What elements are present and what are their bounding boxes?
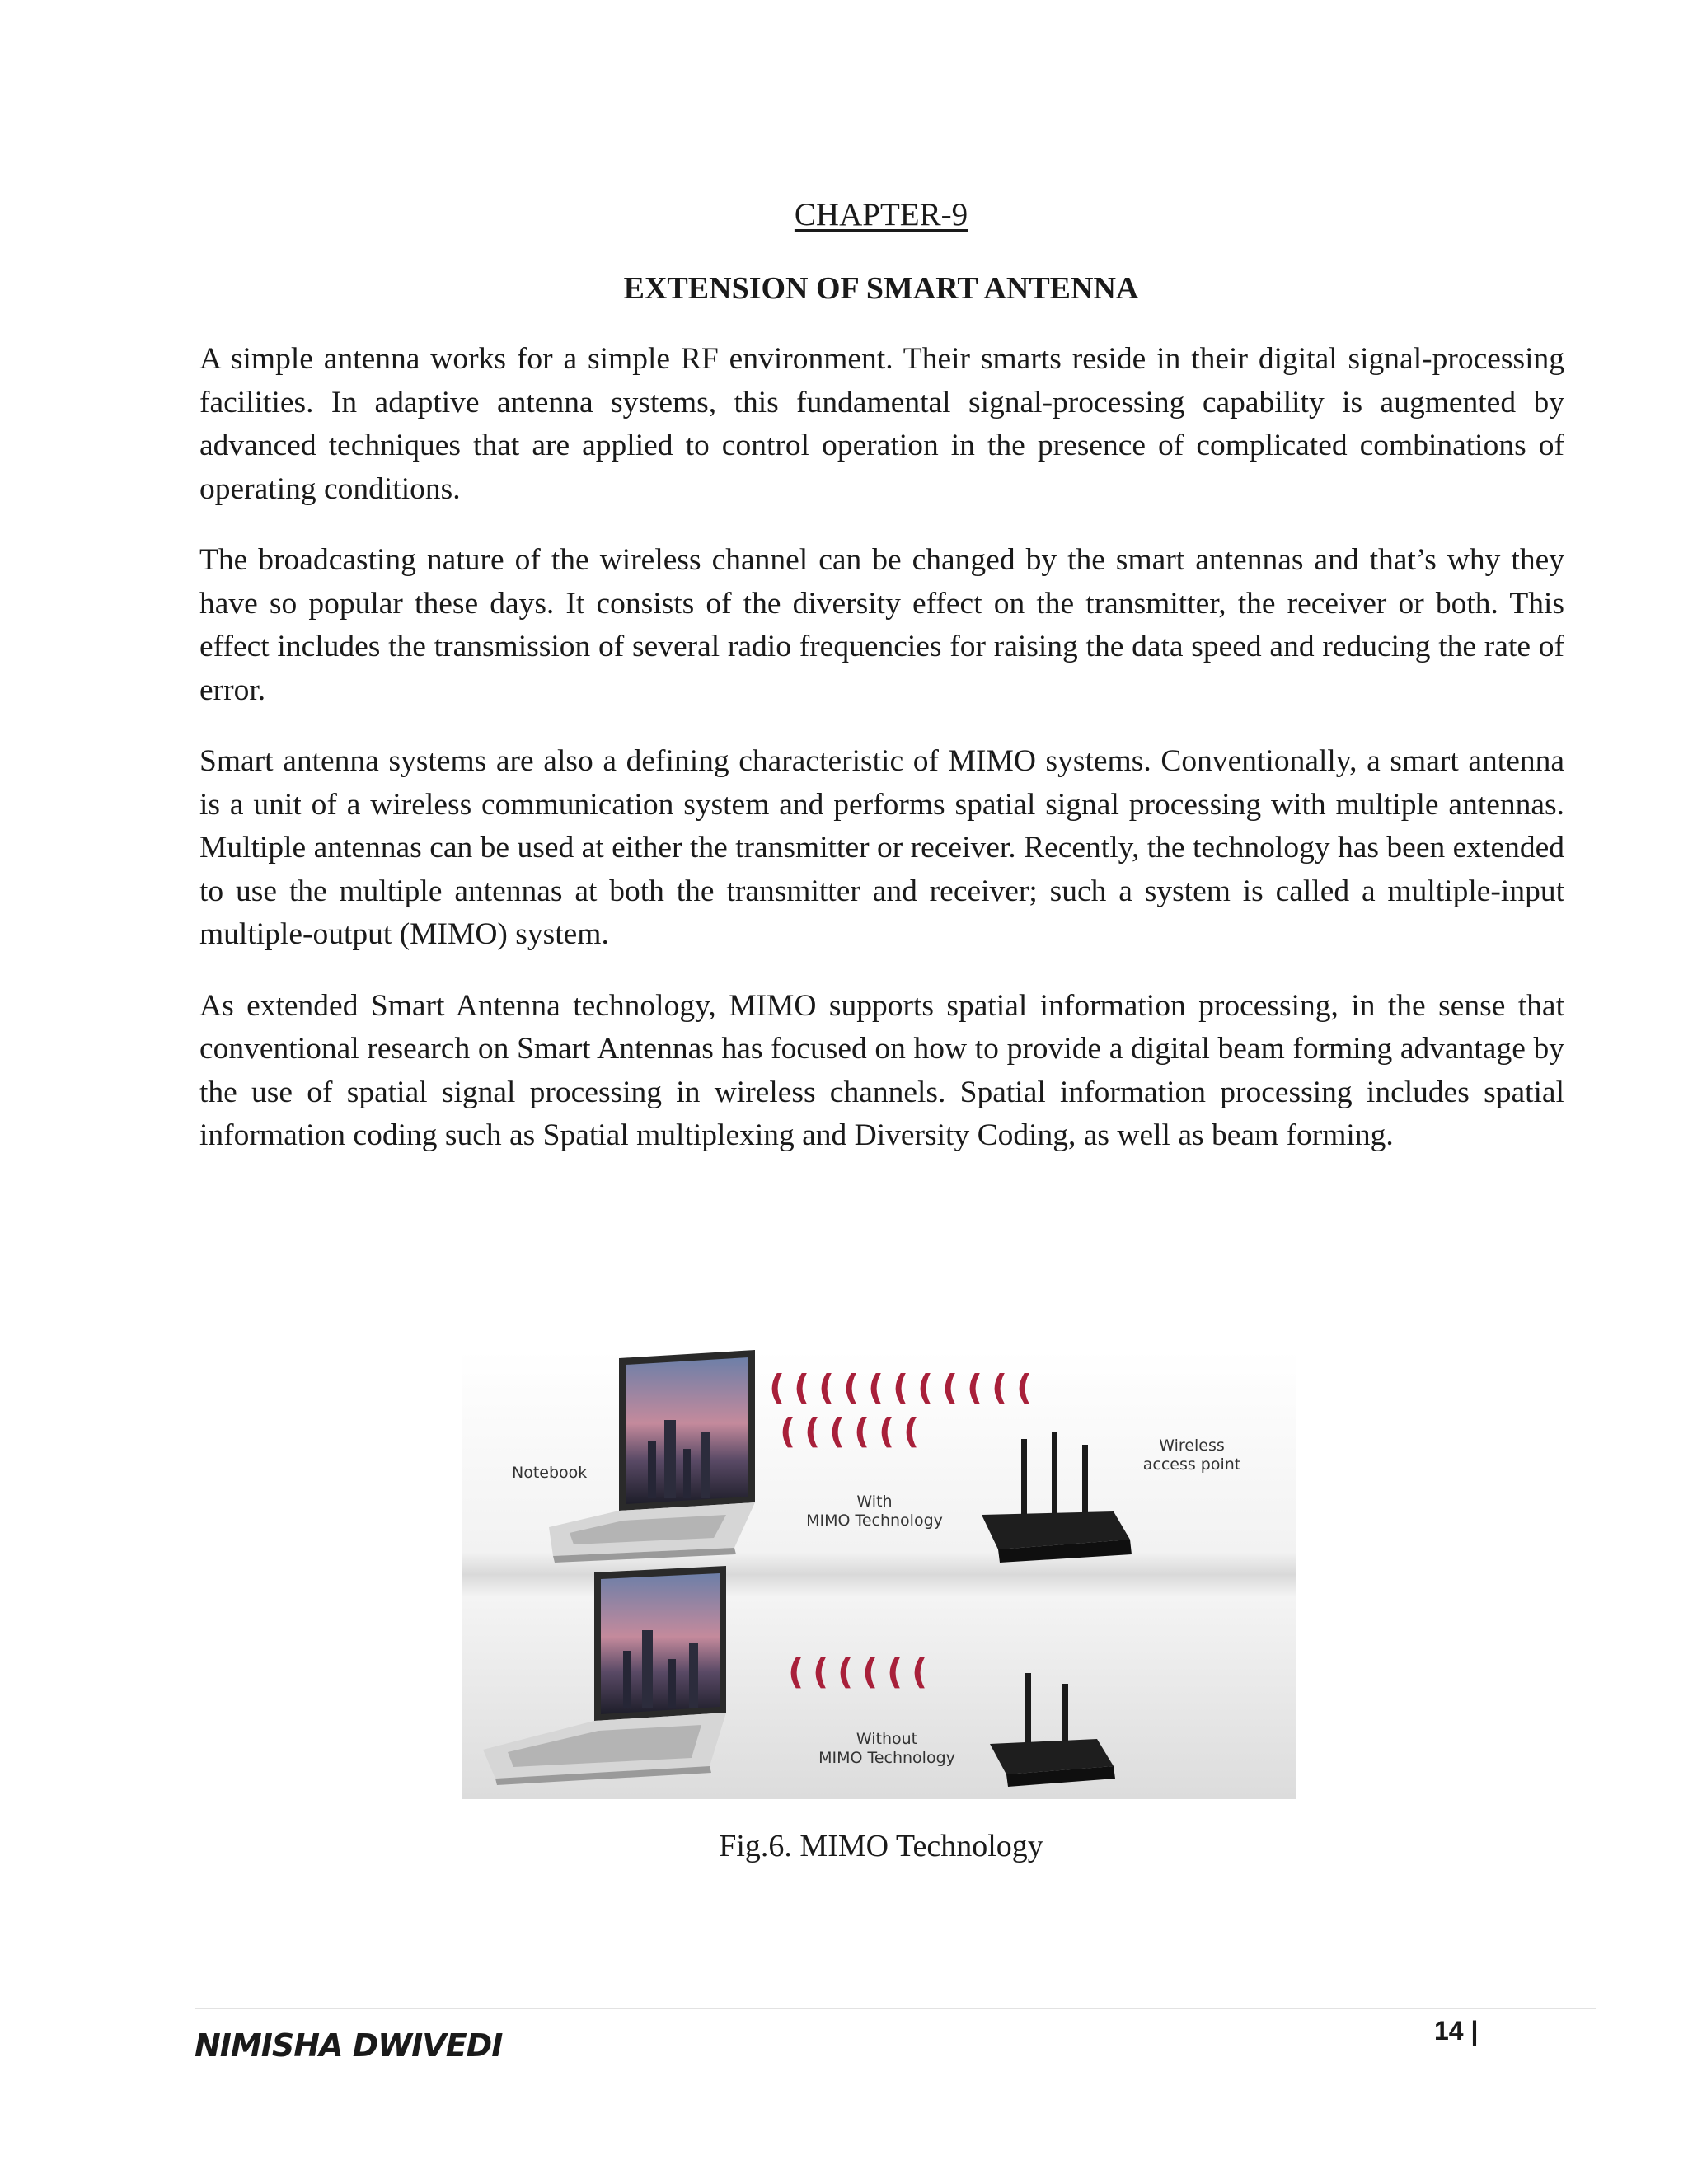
paragraph-1: A simple antenna works for a simple RF environment. Their smarts reside in their digital signal-processing facilities. In adaptive antenna systems, this fundamental signal-processing capability is augmented by advanced techniques that are applied to control operation in the presence of complicated combinations of operating conditions.: [199, 342, 1564, 506]
signal-wave: (: [887, 1652, 903, 1692]
paragraph-4: As extended Smart Antenna technology, MIMO supports spatial information processing, in the sense that conventional research on Smart Antennas has focused on how to provide a digital beam forming advantage by the use of spatial signal processing in wireless channels. Spatial information processing includes spatial information coding such as Spatial multiplexing and Diversity Coding, as well as beam forming.: [199, 988, 1564, 1152]
signal-wave: (: [794, 1367, 810, 1408]
signal-wave: (: [942, 1367, 959, 1408]
signal-wave: (: [903, 1411, 920, 1451]
notebook-label: Notebook: [512, 1464, 588, 1482]
paragraph-2: The broadcasting nature of the wireless channel can be changed by the smart antennas and that’s why they have so popular these days. It consists of the diversity effect on the transmitter, the receiver or both. This effect includes the transmission of several radio frequencies for raising the data speed and reducing the rate of error.: [199, 543, 1564, 707]
author-name: NIMISHA DWIVEDI: [195, 2027, 503, 2064]
signal-wave: (: [829, 1411, 846, 1451]
signal-wave: (: [788, 1652, 804, 1692]
signal-wave: (: [992, 1367, 1008, 1408]
footer-divider: [195, 2008, 1596, 2009]
signal-wave: (: [837, 1652, 854, 1692]
signal-wave: (: [804, 1411, 821, 1451]
without-mimo-label-line1: Without: [856, 1730, 918, 1748]
section-title: EXTENSION OF SMART ANTENNA: [623, 271, 1139, 306]
body-text: [199, 338, 1564, 1186]
figure-caption: Fig.6. MIMO Technology: [719, 1829, 1043, 1863]
signal-wave: (: [868, 1367, 884, 1408]
signal-wave: (: [879, 1411, 895, 1451]
paragraph-3: Smart antenna systems are also a defining characteristic of MIMO systems. Conventionally, a smart antenna is a unit of a wireless communication system and performs spatial signal processing with multiple antennas. Multiple antennas can be used at either the transmitter or receiver. Recently, the technology has been extended to use the multiple antennas at both the transmitter and receiver; such a system is called a multiple-input multiple-output (MIMO) system.: [199, 744, 1564, 951]
signal-wave: (: [780, 1411, 796, 1451]
with-mimo-label-line2: MIMO Technology: [806, 1511, 943, 1530]
signal-wave: (: [1016, 1367, 1033, 1408]
signal-wave: (: [854, 1411, 870, 1451]
signal-wave: (: [769, 1367, 785, 1408]
page-number: 14 |: [1434, 2016, 1479, 2046]
signal-wave: (: [818, 1367, 835, 1408]
signal-wave: (: [813, 1652, 829, 1692]
signal-wave: (: [862, 1652, 879, 1692]
signal-wave: (: [967, 1367, 983, 1408]
mimo-figure: [462, 1350, 1296, 1799]
signal-wave: (: [917, 1367, 934, 1408]
without-mimo-label-line2: MIMO Technology: [818, 1749, 955, 1767]
signal-wave: (: [893, 1367, 909, 1408]
access-point-label-line2: access point: [1142, 1455, 1241, 1474]
access-point-label-line1: Wireless: [1159, 1436, 1225, 1455]
chapter-heading: CHAPTER-9: [794, 197, 968, 232]
signal-wave: (: [912, 1652, 928, 1692]
signal-wave: (: [843, 1367, 860, 1408]
with-mimo-label-line1: With: [856, 1493, 893, 1511]
